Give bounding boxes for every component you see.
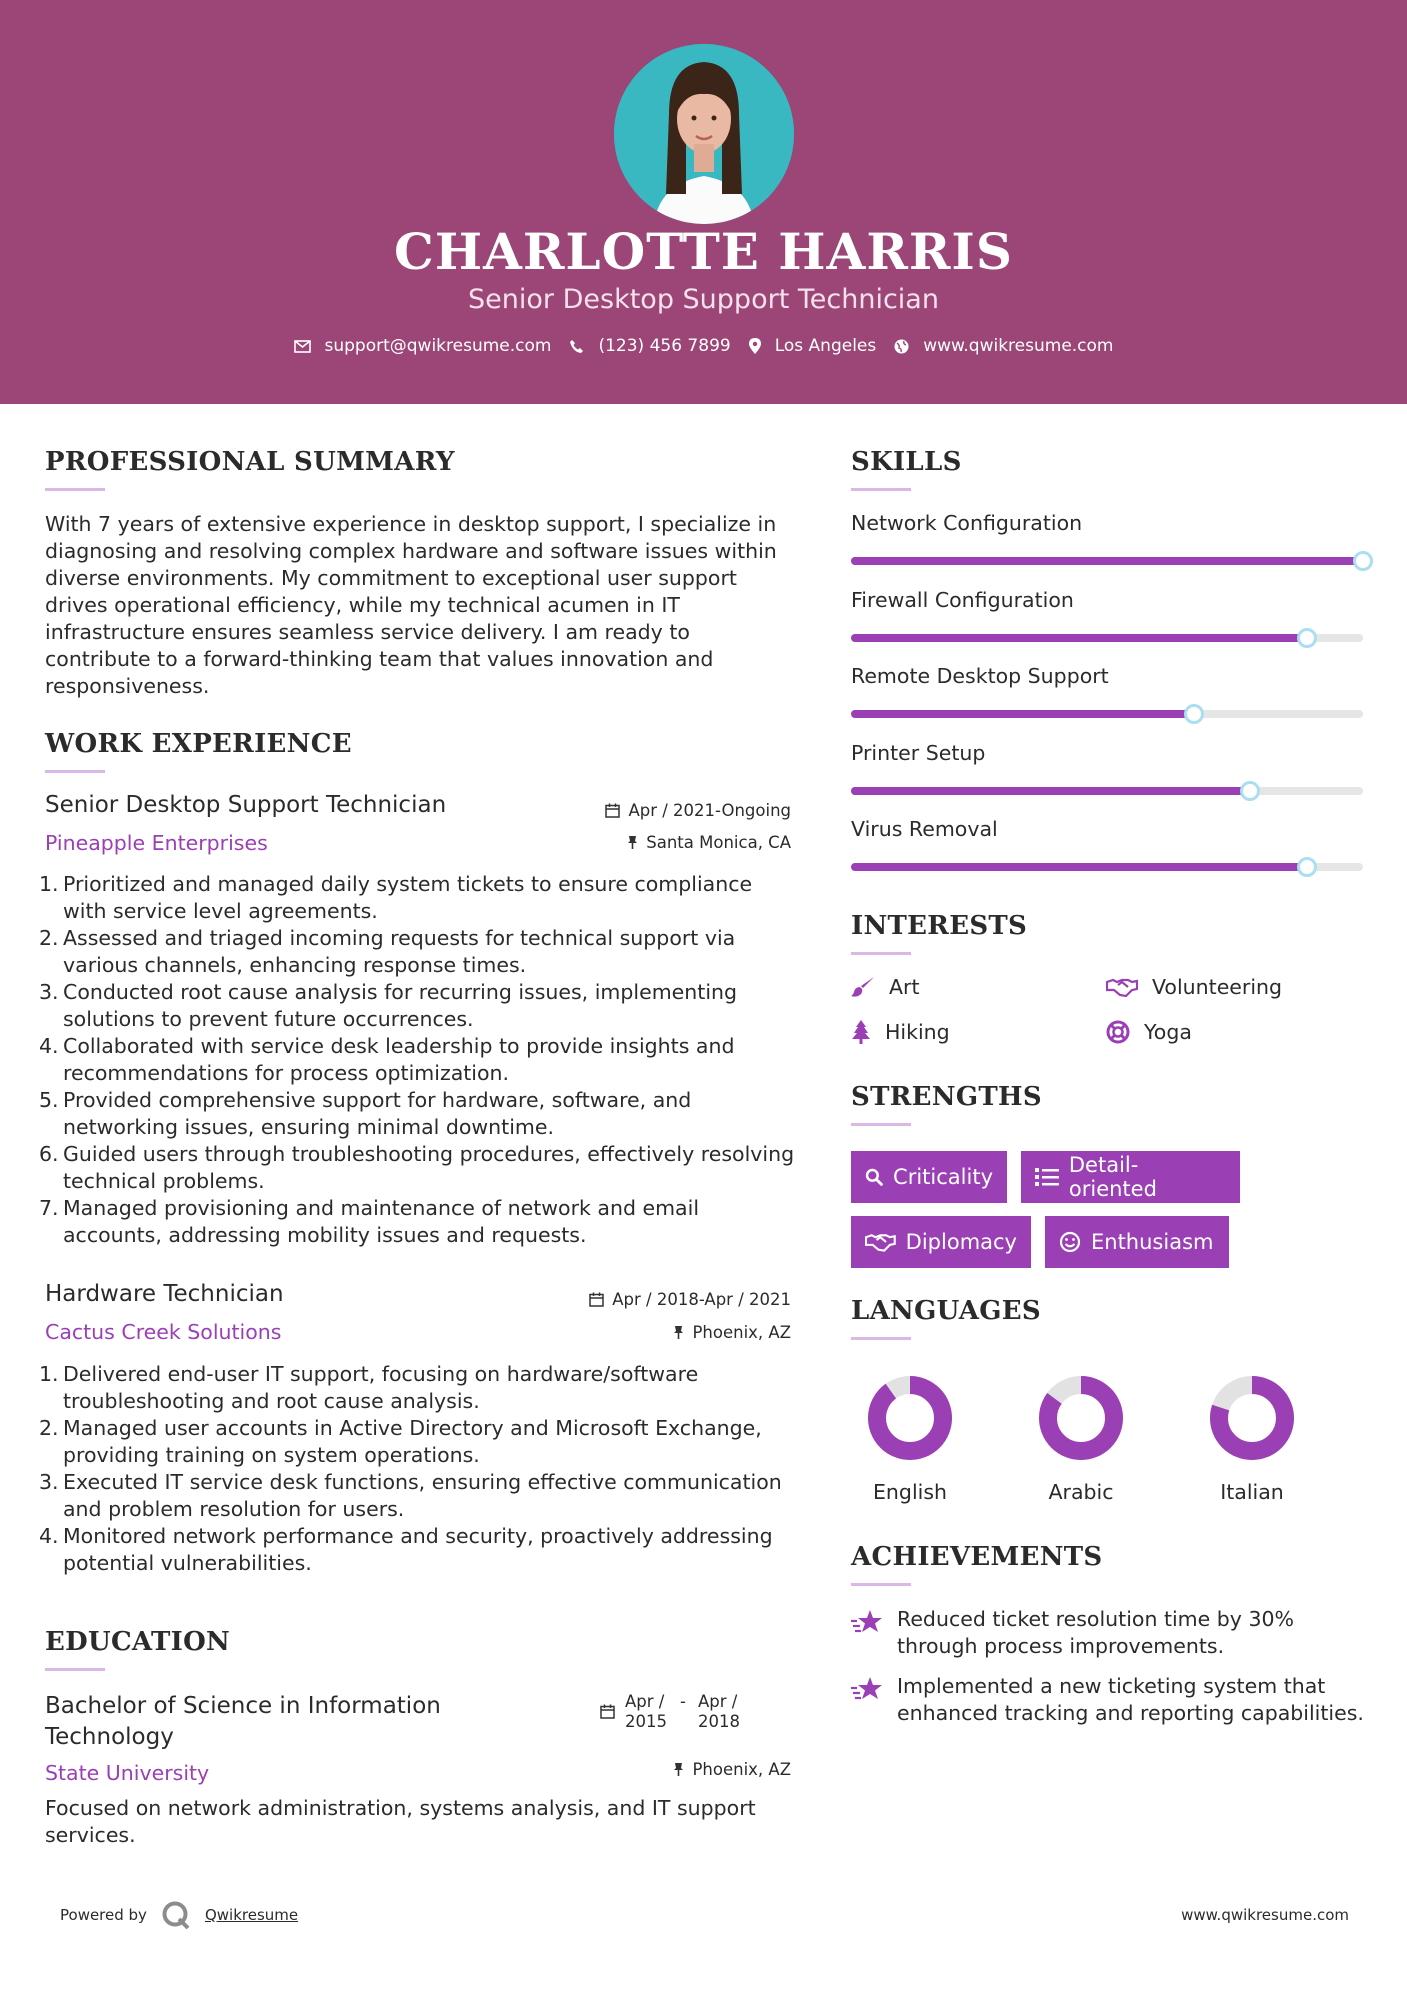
interest-yoga bbox=[1106, 1020, 1192, 1044]
job-bullet bbox=[39, 925, 795, 979]
star-icon bbox=[851, 1675, 883, 1703]
skill-name: Remote Desktop Support bbox=[851, 664, 1109, 688]
tree-icon bbox=[851, 1020, 871, 1044]
interest-label: Volunteering bbox=[1152, 975, 1283, 999]
skill-level-knob bbox=[1240, 781, 1260, 801]
job-bullet bbox=[39, 1033, 795, 1087]
email-text: support@qwikresume.com bbox=[324, 336, 552, 356]
bullet-number: 4. bbox=[39, 1034, 59, 1058]
bullet-text: Monitored network performance and security, proactively addressing potential vulnerabilities. bbox=[63, 1524, 773, 1575]
languages-heading: LANGUAGES bbox=[851, 1296, 1041, 1326]
interests-heading: INTERESTS bbox=[851, 911, 1028, 941]
skill-name: Virus Removal bbox=[851, 817, 998, 841]
job-dates-text: Apr / 2018-Apr / 2021 bbox=[612, 1290, 791, 1309]
bullet-text: Managed user accounts in Active Directory and Microsoft Exchange, providing training on system operations. bbox=[63, 1416, 762, 1467]
job-dates-text: Apr / 2021-Ongoing bbox=[628, 801, 791, 820]
bullet-number: 1. bbox=[39, 1362, 59, 1386]
language-donut bbox=[1207, 1373, 1297, 1463]
job-bullet bbox=[39, 1141, 795, 1195]
section-underline bbox=[45, 488, 105, 491]
education-location-text: Phoenix, AZ bbox=[692, 1760, 791, 1779]
section-underline bbox=[851, 488, 911, 491]
summary-heading: PROFESSIONAL SUMMARY bbox=[45, 447, 455, 477]
job-location-text: Phoenix, AZ bbox=[692, 1323, 791, 1342]
skill-name: Printer Setup bbox=[851, 740, 986, 765]
bullet-text: Collaborated with service desk leadership to provide insights and recommendations for process optimization. bbox=[63, 1034, 735, 1085]
experience-heading: WORK EXPERIENCE bbox=[45, 729, 352, 759]
strength-criticality bbox=[851, 1151, 1007, 1203]
bullet-text: Managed provisioning and maintenance of network and email accounts, addressing mobility issues and requests. bbox=[63, 1196, 700, 1247]
calendar-icon bbox=[605, 803, 620, 818]
job-title: Hardware Technician bbox=[45, 1281, 284, 1307]
skill-bar-fill bbox=[851, 863, 1307, 871]
job-location-text: Santa Monica, CA bbox=[646, 833, 791, 852]
skill-bar-fill bbox=[851, 710, 1194, 718]
bullet-text: Assessed and triaged incoming requests for technical support via various channels, enhancing response times. bbox=[63, 926, 736, 977]
interest-art bbox=[851, 975, 920, 999]
powered-by bbox=[60, 1900, 298, 1930]
handshake-icon bbox=[865, 1232, 896, 1252]
skill-name: Firewall Configuration bbox=[851, 587, 1074, 612]
skill-bar-fill bbox=[851, 557, 1363, 565]
section-underline bbox=[851, 1583, 911, 1586]
skill-bar bbox=[851, 863, 1363, 871]
bullet-number: 2. bbox=[39, 926, 59, 950]
interest-label: Yoga bbox=[1144, 1020, 1192, 1044]
smile-icon bbox=[1059, 1231, 1081, 1253]
contact-bar bbox=[0, 336, 1407, 356]
skill-level-knob bbox=[1297, 857, 1317, 877]
strength-enthusiasm bbox=[1045, 1216, 1229, 1268]
school-name: State University bbox=[45, 1761, 210, 1785]
achievement-item bbox=[851, 1673, 1371, 1727]
bullet-number: 7. bbox=[39, 1196, 59, 1220]
bullet-number: 3. bbox=[39, 980, 59, 1004]
job-bullets bbox=[39, 871, 795, 1249]
contact-location bbox=[749, 336, 877, 356]
paintbrush-icon bbox=[851, 976, 875, 998]
phone-icon bbox=[569, 339, 584, 354]
contact-email[interactable] bbox=[294, 336, 552, 356]
date-separator: - bbox=[680, 1692, 686, 1711]
job-bullet bbox=[39, 1523, 795, 1577]
achievement-text: Implemented a new ticketing system that enhanced tracking and reporting capabilities. bbox=[897, 1674, 1364, 1725]
job-dates bbox=[560, 1290, 791, 1309]
skill-bar-fill bbox=[851, 634, 1307, 642]
interest-hiking bbox=[851, 1020, 950, 1044]
skill-bar-fill bbox=[851, 787, 1250, 795]
map-pin-icon bbox=[749, 338, 761, 354]
handshake-icon bbox=[1106, 977, 1138, 997]
bullet-text: Executed IT service desk functions, ensuring effective communication and problem resolution for users. bbox=[63, 1470, 782, 1521]
job-dates bbox=[560, 801, 791, 820]
skill-level-knob bbox=[1184, 704, 1204, 724]
bullet-number: 3. bbox=[39, 1470, 59, 1494]
education-location bbox=[560, 1760, 791, 1779]
skill-bar bbox=[851, 634, 1363, 642]
list-icon bbox=[1035, 1167, 1059, 1187]
job-title: Senior Desktop Support Technician bbox=[45, 792, 447, 818]
degree-title: Bachelor of Science in Information Technology bbox=[45, 1693, 441, 1750]
section-underline bbox=[851, 1123, 911, 1126]
contact-phone[interactable] bbox=[569, 336, 730, 356]
strength-detail-oriented bbox=[1021, 1151, 1240, 1203]
strength-label: Enthusiasm bbox=[1091, 1230, 1214, 1254]
bullet-text: Guided users through troubleshooting procedures, effectively resolving technical problems. bbox=[63, 1142, 795, 1193]
calendar-icon bbox=[589, 1292, 604, 1307]
job-location bbox=[560, 1323, 791, 1342]
job-bullets bbox=[39, 1361, 795, 1577]
envelope-icon bbox=[294, 340, 311, 353]
achievement-item bbox=[851, 1606, 1371, 1660]
strength-label: Detail-oriented bbox=[1068, 1153, 1157, 1201]
skill-bar bbox=[851, 710, 1363, 718]
bullet-text: Conducted root cause analysis for recurring issues, implementing solutions to prevent future occurrences. bbox=[63, 980, 738, 1031]
strength-diplomacy bbox=[851, 1216, 1031, 1268]
skill-bar bbox=[851, 557, 1363, 565]
phone-text: (123) 456 7899 bbox=[598, 336, 731, 356]
strengths-heading: STRENGTHS bbox=[851, 1082, 1042, 1112]
location-text: Los Angeles bbox=[774, 336, 877, 356]
bullet-number: 6. bbox=[39, 1142, 59, 1166]
job-bullet bbox=[39, 1361, 795, 1415]
website-text: www.qwikresume.com bbox=[923, 336, 1114, 356]
bullet-number: 1. bbox=[39, 872, 59, 896]
star-icon bbox=[851, 1608, 883, 1636]
language-name: English bbox=[872, 1480, 948, 1504]
bullet-text: Prioritized and managed daily system tickets to ensure compliance with service level agreements. bbox=[63, 872, 753, 923]
bullet-number: 2. bbox=[39, 1416, 59, 1440]
bullet-number: 4. bbox=[39, 1524, 59, 1548]
pin-icon bbox=[627, 835, 638, 850]
skill-level-knob bbox=[1297, 628, 1317, 648]
achievements-heading: ACHIEVEMENTS bbox=[851, 1542, 1103, 1572]
calendar-icon bbox=[600, 1704, 615, 1719]
pin-icon bbox=[673, 1325, 684, 1340]
strength-label: Criticality bbox=[893, 1165, 993, 1189]
education-heading: EDUCATION bbox=[45, 1627, 231, 1657]
language-donut bbox=[1036, 1373, 1126, 1463]
company-name: Pineapple Enterprises bbox=[45, 831, 268, 855]
section-underline bbox=[45, 770, 105, 773]
education-end: Apr / 2018 bbox=[698, 1692, 740, 1731]
search-icon bbox=[865, 1166, 883, 1188]
section-underline bbox=[851, 1337, 911, 1340]
strength-label: Diplomacy bbox=[905, 1230, 1017, 1254]
section-underline bbox=[45, 1668, 105, 1671]
skill-bar bbox=[851, 787, 1363, 795]
language-name: Italian bbox=[1220, 1480, 1284, 1504]
interest-label: Art bbox=[889, 975, 920, 999]
achievement-text: Reduced ticket resolution time by 30% through process improvements. bbox=[897, 1607, 1295, 1658]
bullet-number: 5. bbox=[39, 1088, 59, 1112]
job-bullet bbox=[39, 1415, 795, 1469]
contact-website[interactable] bbox=[894, 336, 1113, 356]
qwikresume-logo-icon bbox=[161, 1900, 191, 1930]
education-dates bbox=[600, 1692, 800, 1732]
bullet-text: Delivered end-user IT support, focusing on hardware/software troubleshooting and root cause analysis. bbox=[63, 1362, 699, 1413]
skills-heading: SKILLS bbox=[851, 447, 962, 477]
education-description: Focused on network administration, systems analysis, and IT support services. bbox=[45, 1796, 756, 1847]
summary-text: With 7 years of extensive experience in desktop support, I specialize in diagnosing and resolving complex hardware and software issues within diverse environments. My commitment to exceptional user support drives operational efficiency, while my technical acumen in IT infrastructure ensures seamless service delivery. I am ready to contribute to a forward-thinking team that values innovation and responsiveness. bbox=[45, 512, 777, 698]
job-bullet bbox=[39, 1087, 795, 1141]
globe-icon bbox=[894, 339, 909, 354]
candidate-title: Senior Desktop Support Technician bbox=[468, 284, 939, 315]
powered-by-text: Powered by bbox=[60, 1906, 147, 1924]
job-bullet bbox=[39, 871, 795, 925]
job-bullet bbox=[39, 979, 795, 1033]
section-underline bbox=[851, 952, 911, 955]
pin-icon bbox=[673, 1762, 684, 1777]
interest-label: Hiking bbox=[885, 1020, 950, 1044]
language-name: Arabic bbox=[1048, 1480, 1114, 1504]
company-name: Cactus Creek Solutions bbox=[45, 1320, 282, 1344]
language-donut bbox=[865, 1373, 955, 1463]
lifebuoy-icon bbox=[1106, 1020, 1130, 1044]
donut-fill bbox=[877, 1385, 943, 1451]
profile-photo bbox=[614, 44, 794, 224]
bullet-text: Provided comprehensive support for hardware, software, and networking issues, ensuring minimal downtime. bbox=[63, 1088, 692, 1139]
job-bullet bbox=[39, 1469, 795, 1523]
candidate-name: CHARLOTTE HARRIS bbox=[394, 222, 1013, 281]
brand-link[interactable]: Qwikresume bbox=[204, 1906, 299, 1924]
skill-level-knob bbox=[1353, 551, 1373, 571]
interest-volunteering bbox=[1106, 975, 1282, 999]
education-start: Apr / 2015 bbox=[625, 1692, 667, 1731]
resume-header bbox=[0, 0, 1407, 404]
footer-website[interactable]: www.qwikresume.com bbox=[1181, 1906, 1349, 1924]
job-location bbox=[560, 833, 791, 852]
skill-name: Network Configuration bbox=[851, 511, 1083, 535]
job-bullet bbox=[39, 1195, 795, 1249]
